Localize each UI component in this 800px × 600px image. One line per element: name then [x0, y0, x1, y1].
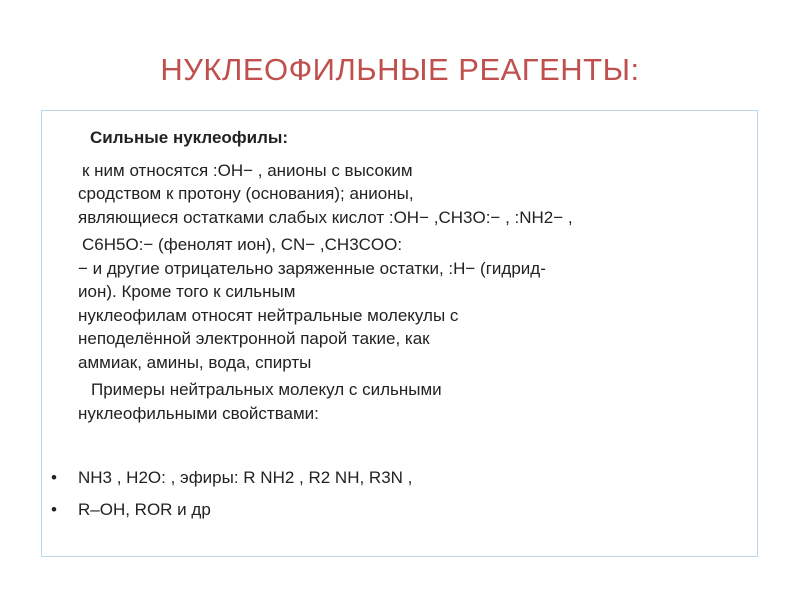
bullet-text: NH3 , H2O: , эфиры: R NH2 , R2 NH, R3N ,: [78, 468, 413, 487]
paragraph-line: − и другие отрицательно заряженные остатки, :H− (гидрид-: [78, 258, 546, 278]
bullet-list: [49, 466, 749, 529]
paragraph-line: аммиак, амины, вода, спирты: [78, 352, 312, 372]
examples-line: Примеры нейтральных молекул с сильными: [91, 380, 442, 399]
paragraph-line: неподелённой электронной парой такие, как: [78, 329, 430, 348]
list-item: [49, 466, 749, 490]
paragraph-line: нуклеофилам относят нейтральные молекулы с: [78, 305, 459, 325]
heading-strong-nucleophiles: Сильные нуклеофилы:: [90, 128, 289, 147]
paragraph-line: ион). Кроме того к сильным: [78, 282, 296, 301]
paragraph-line: C6H5O:− (фенолят ион), CN− ,CH3COO:: [82, 235, 403, 254]
paragraph-line: сродством к протону (основания); анионы,: [78, 184, 414, 203]
slide-title: НУКЛЕОФИЛЬНЫЕ РЕАГЕНТЫ:: [160, 52, 640, 87]
list-item: [49, 498, 749, 522]
bullet-icon: •: [51, 468, 57, 487]
examples-line: нуклеофильными свойствами:: [78, 403, 319, 423]
bullet-icon: •: [51, 499, 57, 519]
paragraph-line: являющиеся остатками слабых кислот :OH− ,CH3O:− , :NH2− ,: [78, 207, 573, 227]
content-text: [78, 126, 758, 425]
bullet-text: R–OH, ROR и др: [78, 499, 211, 519]
paragraph-line: к ним относятся :OH− , анионы с высоким: [82, 160, 413, 180]
